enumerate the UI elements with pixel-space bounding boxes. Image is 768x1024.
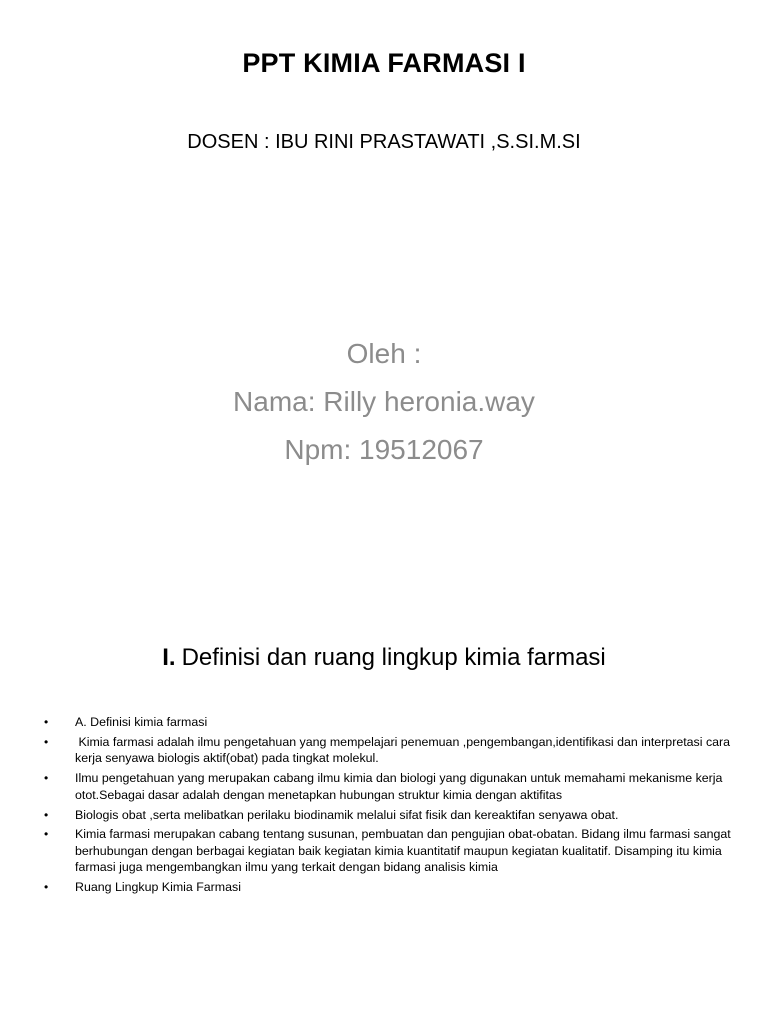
list-item (44, 734, 734, 767)
bullet-icon: • (44, 715, 49, 729)
list-item (44, 879, 734, 895)
bullet-icon: • (44, 734, 49, 749)
bullet-icon: • (44, 827, 49, 842)
bullet-list (44, 714, 734, 899)
list-item (44, 826, 734, 875)
list-item-text: Kimia farmasi merupakan cabang tentang susunan, pembuatan dan pengujian obat-obatan. Bidang ilmu farmasi sangat berhubungan dengan berbagai kegiatan baik kegiatan kimia kuantitatif maupun kegiatan kualitatif. Disamping itu kimia farmasi juga mengembangkan ilmu yang terkait dengan bidang analisis kimia (75, 827, 731, 875)
author-block (0, 330, 768, 474)
list-item (44, 807, 734, 823)
author-name: Nama: Rilly heronia.way (233, 386, 535, 417)
list-item-text: A. Definisi kimia farmasi (75, 715, 208, 729)
list-item-text: Ilmu pengetahuan yang merupakan cabang ilmu kimia dan biologi yang digunakan untuk memahami mekanisme kerja otot.Sebagai dasar adalah dengan menetapkan hubungan struktur kimia dengan aktifitas (75, 771, 723, 802)
bullet-icon: • (44, 807, 49, 822)
author-label: Oleh : (346, 338, 422, 369)
list-item-text: Kimia farmasi adalah ilmu pengetahuan yang mempelajari penemuan ,pengembangan,identifikasi dan interpretasi cara kerja senyawa biologis aktif(obat) pada tingkat molekul. (75, 734, 734, 766)
list-item (44, 770, 734, 803)
section-heading (0, 644, 768, 672)
bullet-icon: • (44, 880, 49, 895)
list-item-text: Ruang Lingkup Kimia Farmasi (75, 880, 241, 895)
list-item-text: Biologis obat ,serta melibatkan perilaku biodinamik melalui sifat fisik dan kereaktifan senyawa obat. (75, 807, 619, 822)
section-heading-text: Definisi dan ruang lingkup kimia farmasi (181, 644, 606, 671)
slide-subtitle: DOSEN : IBU RINI PRASTAWATI ,S.SI.M.SI (187, 131, 581, 153)
bullet-icon: • (44, 771, 49, 786)
list-item (44, 714, 734, 730)
section-number: I. (162, 644, 176, 671)
slide-title: PPT KIMIA FARMASI I (242, 48, 526, 78)
author-npm: Npm: 19512067 (284, 434, 484, 465)
